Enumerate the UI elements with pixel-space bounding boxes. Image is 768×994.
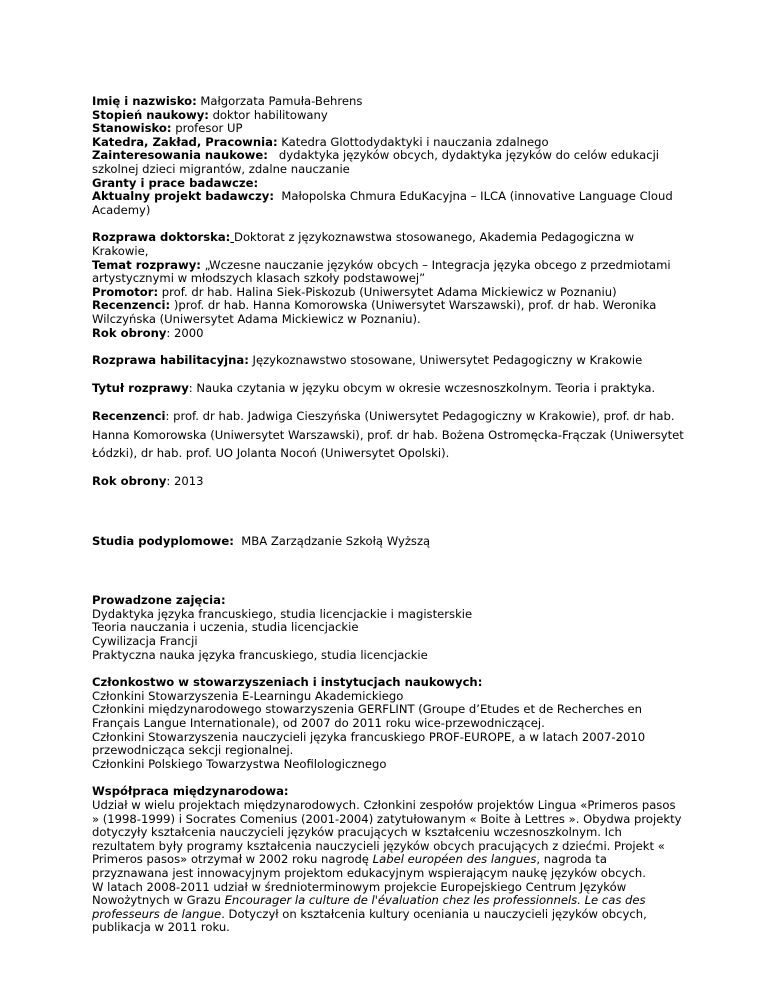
courses-section xyxy=(92,594,684,662)
membership-item: Członkini Stowarzyszenia nauczycieli języka francuskiego PROF-EUROPE, a w latach 2007-2010 przewodnicząca sekcji regionalnej. xyxy=(92,729,646,758)
course-item: Cywilizacja Francji xyxy=(92,634,198,649)
postgrad-line xyxy=(92,535,684,549)
topic-value: „Wczesne nauczanie języków obcych – Integracja języka obcego z przedmiotami artystycznymi w młodszych klasach szkoły podstawowej” xyxy=(92,257,671,286)
dept-value: Katedra Glottodydaktyki i nauczania zdalnego xyxy=(281,134,549,149)
name-line xyxy=(92,95,684,109)
cooperation-section xyxy=(92,785,684,935)
membership-section xyxy=(92,676,684,771)
doc-year-value: 2000 xyxy=(174,325,204,340)
doc-reviewers-value: )prof. dr hab. Hanna Komorowska (Uniwersytet Warszawski), prof. dr hab. Weronika Wilczyńska (Uniwersytet Adama Mickiewicz w Poznaniu). xyxy=(92,298,657,326)
hab-year-line: Rok obrony: 2013 xyxy=(92,474,204,489)
hab-year-label: Rok obrony xyxy=(92,474,167,489)
hab-value: Językoznawstwo stosowane, Uniwersytet Pedagogiczny w Krakowie xyxy=(252,353,643,368)
dept-line xyxy=(92,136,684,150)
cooperation-heading: Współpraca międzynarodowa: xyxy=(92,784,289,799)
interests-line xyxy=(92,149,684,176)
promoter-line xyxy=(92,286,684,300)
project-value: Małopolska Chmura EduKacyjna – ILCA (innovative Language Cloud Academy) xyxy=(92,189,673,217)
cooperation-paragraph-1: Udział w wielu projektach międzynarodowych. Członkini zespołów projektów Lingua «Primeros pasos » (1998-1999) i Socrates Comenius (2001-2004) zatytułowanym « Boite à Lettres ». Obydwa projekty dotyczyły kształcenia nauczycieli języków pracujących w kształceniu wczesnoszkolnym. Ich rezultatem były programy kształcenia nauczycieli języków obcych pracujących z dziećmi. Projekt « Primeros pasos» otrzymał w 2002 roku nagrodę Label européen des langues, nagroda ta przyznawana jest innowacyjnym projektom edukacyjnym wspierającym naukę języków obcych. xyxy=(92,797,682,880)
topic-line xyxy=(92,259,684,286)
grants-label: Granty i prace badawcze: xyxy=(92,175,259,190)
topic-label: Temat rozprawy: xyxy=(92,257,201,272)
courses-heading: Prowadzone zajęcia: xyxy=(92,593,226,608)
hab-title-value: Nauka czytania w języku obcym w okresie wczesnoszkolnym. Teoria i praktyka. xyxy=(196,380,656,395)
grants-line xyxy=(92,177,684,191)
doc-year-line: Rok obrony: 2000 xyxy=(92,325,204,340)
position-value: profesor UP xyxy=(175,121,243,136)
course-item: Teoria nauczania i uczenia, studia licencjackie xyxy=(92,620,359,635)
doc-reviewers-line xyxy=(92,299,684,326)
interests-value: dydaktyka języków obcych, dydaktyka języków do celów edukacji szkolnej dzieci migrantów, zdalne nauczanie xyxy=(92,148,660,176)
hab-label: Rozprawa habilitacyjna: xyxy=(92,353,249,368)
doc-reviewers-label: Recenzenci: xyxy=(92,298,171,313)
doctorate-line xyxy=(92,231,684,258)
habilitation-section xyxy=(92,354,684,489)
position-label: Stanowisko: xyxy=(92,121,172,136)
position-line xyxy=(92,122,684,136)
doctorate-section xyxy=(92,231,684,340)
membership-item: Członkini międzynarodowego stowarzyszenia GERFLINT (Groupe d’Etudes et de Recherches en Français Langue Internationale), od 2007 do 2011 roku wice-przewodniczącej. xyxy=(92,702,643,730)
hab-reviewers-label: Recenzenci xyxy=(92,409,166,424)
profile-section xyxy=(92,95,684,217)
degree-value: doktor habilitowany xyxy=(212,107,328,122)
membership-item: Członkini Stowarzyszenia E-Learningu Akademickiego xyxy=(92,688,404,703)
postgrad-value: MBA Zarządzanie Szkołą Wyższą xyxy=(241,533,431,548)
course-item: Dydaktyka języka francuskiego, studia licencjackie i magisterskie xyxy=(92,606,473,621)
project-label: Aktualny projekt badawczy: xyxy=(92,189,275,204)
postgrad-section xyxy=(92,535,684,549)
course-item: Praktyczna nauka języka francuskiego, studia licencjackie xyxy=(92,647,428,662)
label-europeen-italic: Label européen des langues xyxy=(372,852,537,867)
hab-reviewers-line: Recenzenci: prof. dr hab. Jadwiga Cieszyńska (Uniwersytet Pedagogiczny w Krakowie), prof. dr hab. Hanna Komorowska (Uniwersytet Warszawski), prof. dr hab. Bożena Ostromęcka-Frączak (Uniwersytet Łódzki), dr hab. prof. UO Jolanta Nocoń (Uniwersytet Opolski). xyxy=(92,409,684,461)
promoter-label: Promotor: xyxy=(92,284,159,299)
degree-label: Stopień naukowy: xyxy=(92,107,209,122)
membership-item: Członkini Polskiego Towarzystwa Neofilologicznego xyxy=(92,756,387,771)
hab-reviewers-value: prof. dr hab. Jadwiga Cieszyńska (Uniwersytet Pedagogiczny w Krakowie), prof. dr hab. Hanna Komorowska (Uniwersytet Warszawski), prof. dr hab. Bożena Ostromęcka-Frączak (Uniwersytet Łódzki), dr hab. prof. UO Jolanta Nocoń (Uniwersytet Opolski). xyxy=(92,409,684,461)
hab-line xyxy=(92,354,684,368)
project-line xyxy=(92,190,684,217)
document-page xyxy=(92,95,684,935)
membership-heading: Członkostwo w stowarzyszeniach i instytucjach naukowych: xyxy=(92,675,483,690)
cooperation-paragraph-2: W latach 2008-2011 udział w średnioterminowym projekcie Europejskiego Centrum Języków Nowożytnych w Grazu Encourager la culture de l'évaluation chez les professionnels. Le cas des professeurs de langue. Dotyczył on kształcenia kultury oceniania u nauczycieli języków obcych, publikacja w 2011 roku. xyxy=(92,879,647,935)
doc-year-label: Rok obrony xyxy=(92,325,167,340)
postgrad-label: Studia podyplomowe: xyxy=(92,533,234,548)
promoter-value: prof. dr hab. Halina Siek-Piskozub (Uniwersytet Adama Mickiewicz w Poznaniu) xyxy=(161,284,617,299)
encourager-italic: Encourager la culture de l'évaluation chez les professionnels. Le cas des professeurs de langue xyxy=(92,893,646,921)
doctorate-label: Rozprawa doktorska: xyxy=(92,230,231,245)
degree-line xyxy=(92,109,684,123)
hab-title-line: Tytuł rozprawy: Nauka czytania w języku obcym w okresie wczesnoszkolnym. Teoria i praktyka. xyxy=(92,380,656,395)
name-label: Imię i nazwisko: xyxy=(92,94,197,108)
hab-year-value: 2013 xyxy=(174,474,204,489)
interests-label: Zainteresowania naukowe: xyxy=(92,148,268,163)
doctorate-value: Doktorat z językoznawstwa stosowanego, Akademia Pedagogiczna w Krakowie, xyxy=(92,230,635,258)
dept-label: Katedra, Zakład, Pracownia: xyxy=(92,134,278,149)
hab-title-label: Tytuł rozprawy xyxy=(92,380,189,395)
name-value: Małgorzata Pamuła-Behrens xyxy=(200,94,363,108)
